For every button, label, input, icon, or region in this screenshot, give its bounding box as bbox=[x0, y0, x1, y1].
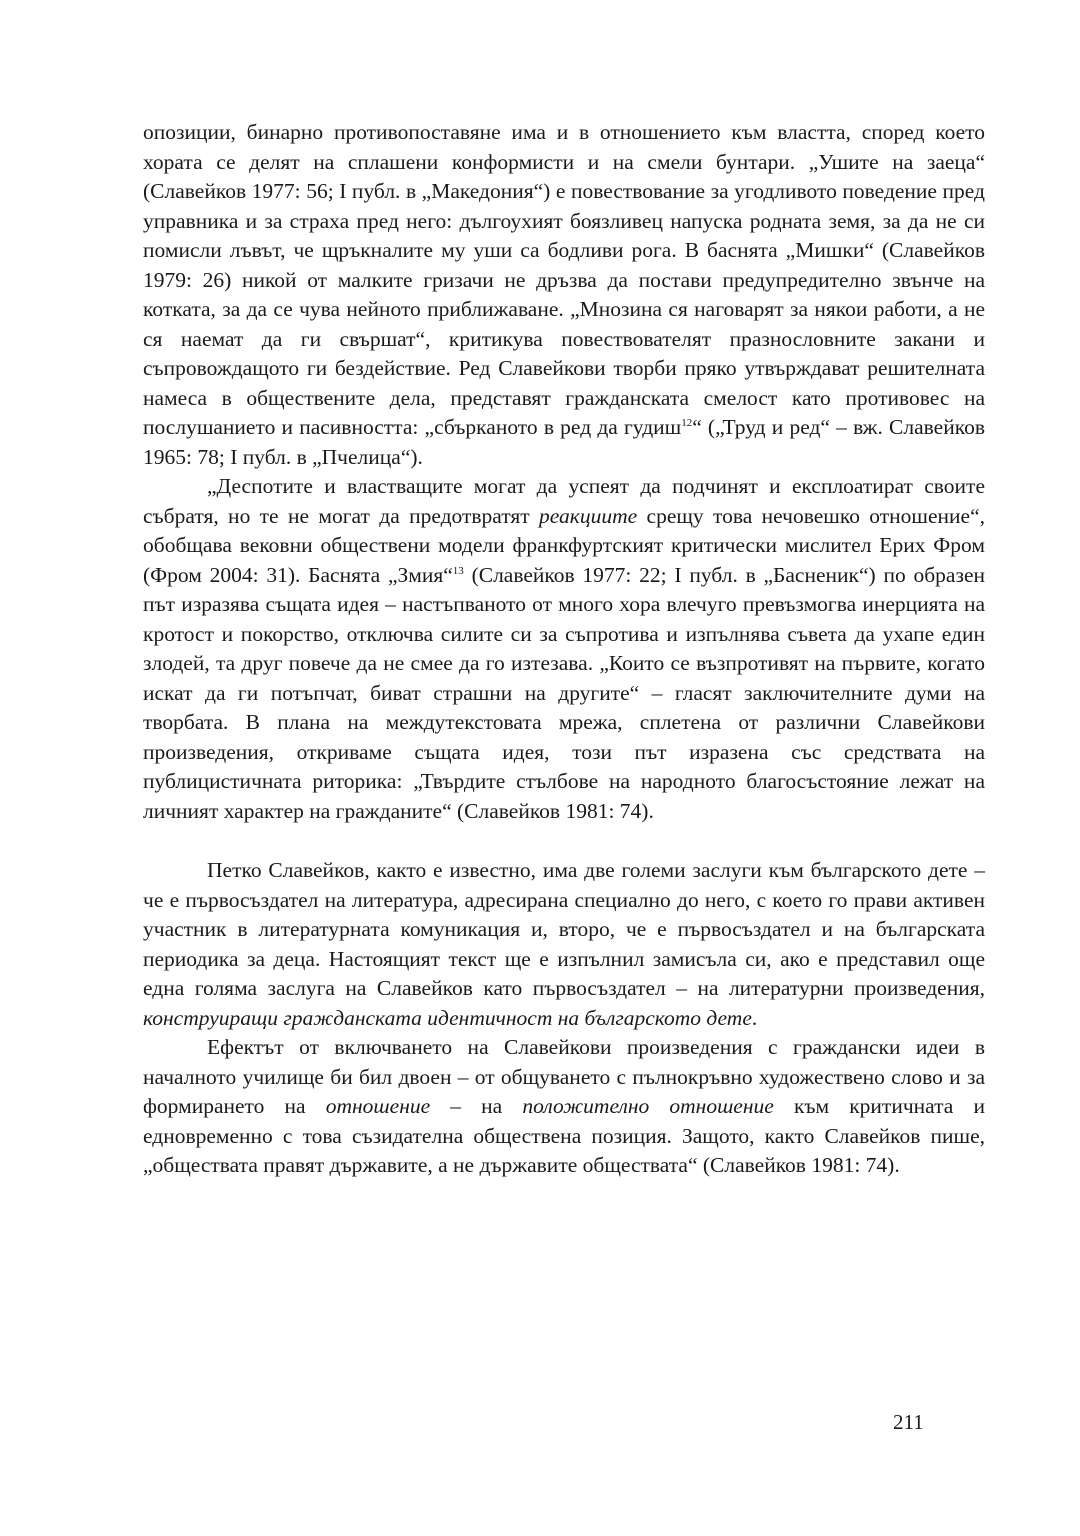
paragraph-4-text-c: към критичната и едновременно с това съзидателна обществена позиция. Защото, както Славейков пише, „обществата правят държавите, а не държавите обществата“ (Славейков 1981: 74). bbox=[143, 1094, 985, 1177]
page-number: 211 bbox=[893, 1410, 924, 1434]
paragraph-4-emphasis-a: отношение bbox=[325, 1094, 431, 1118]
paragraph-4-text-a: Ефектът от включването на Славейкови произведения с граждански идеи в началното училище би бил двоен – от общуването с пълнокръвно художествено слово и за формирането на bbox=[143, 1035, 985, 1118]
paragraph-4-text-b: – на bbox=[430, 1094, 523, 1118]
paragraph-4 bbox=[143, 1033, 985, 1181]
paragraph-3-text-a: Петко Славейков, както е известно, има две големи заслуги към българското дете – че е първосъздател на литература, адресирана специално до него, с което го прави активен участник в литературната комуникация и, второ, че е първосъздател и на българската периодика за деца. Настоящият текст ще е изпълнил замисъла си, ако е представил още една голяма заслуга на Славейков като първосъздател – на литературни произведения, bbox=[143, 858, 985, 1000]
paragraph-2-text-a: „Деспотите и властващите могат да успеят да подчинят и експлоатират своите събратя, но те не могат да предотвратят bbox=[143, 474, 985, 528]
paragraph-4-emphasis-b: положително отношение bbox=[522, 1094, 774, 1118]
paragraph-2-text-b: срещу това нечовешко отношение“, обобщава вековни обществени модели франкфуртският критически мислител Ерих Фром (Фром 2004: 31). Баснята „Змия“ bbox=[143, 503, 985, 587]
paragraph-3 bbox=[143, 856, 985, 1033]
paragraph-1 bbox=[143, 118, 985, 472]
paragraph-2-text-c: (Славейков 1977: 22; I публ. в „Басненик“) по образен път изразява същата идея – настъпваното от много хора влечуго превъзмогва инерцията на кротост и покорство, отключва силите си за съпротива и изпълнява съвета да ухапе един злодей, та друг повече да не смее да го изтезава. „Които се възпротивят на първите, когато искат да ги потъпчат, биват страшни на другите“ – гласят заключителните думи на творбата. В плана на междутекстовата мрежа, сплетена от различни Славейкови произведения, откриваме същата идея, този път изразена със средствата на публицистичната риторика: „Твърдите стълбове на народното благосъстояние лежат на личният характер на гражданите“ (Славейков 1981: 74). bbox=[143, 562, 985, 823]
paragraph-1-text-b: “ („Труд и ред“ – вж. Славейков 1965: 78; I публ. в „Пчелица“). bbox=[143, 415, 985, 469]
footnote-ref-13: 13 bbox=[452, 564, 464, 577]
page-body bbox=[143, 118, 985, 1181]
footnote-ref-12: 12 bbox=[681, 417, 693, 429]
paragraph-3-text-b: . bbox=[751, 1005, 758, 1030]
section-gap bbox=[143, 826, 985, 856]
paragraph-3-emphasis: конструиращи гражданската идентичност на българското дете bbox=[143, 1005, 752, 1030]
paragraph-2-emphasis: реакциите bbox=[539, 503, 638, 528]
paragraph-1-text-a: опозиции, бинарно противопоставяне има и в отношението към властта, според което хората се делят на сплашени конформисти и на смели бунтари. „Ушите на заеца“ (Славейков 1977: 56; I публ. в „Македония“) е повествование за угодливото поведение пред управника и за страха пред него: дългоухият боязливец напуска родната земя, за да не си помисли лъвът, че щръкналите му уши са бодливи рога. В баснята „Мишки“ (Славейков 1979: 26) никой от малките гризачи не дръзва да постави предупредително звънче на котката, за да се чува нейното приближаване. „Мнозина ся наговарят за някои работи, а не ся наемат да ги свършат“, критикува повествователят празнословните закани и съпровождащото ги бездействие. Ред Славейкови творби пряко утвърждават решителната намеса в обществените дела, представят гражданската смелост като противовес на послушанието и пасивността: „сбърканото в ред да гудиш bbox=[143, 120, 985, 439]
paragraph-2 bbox=[143, 472, 985, 826]
